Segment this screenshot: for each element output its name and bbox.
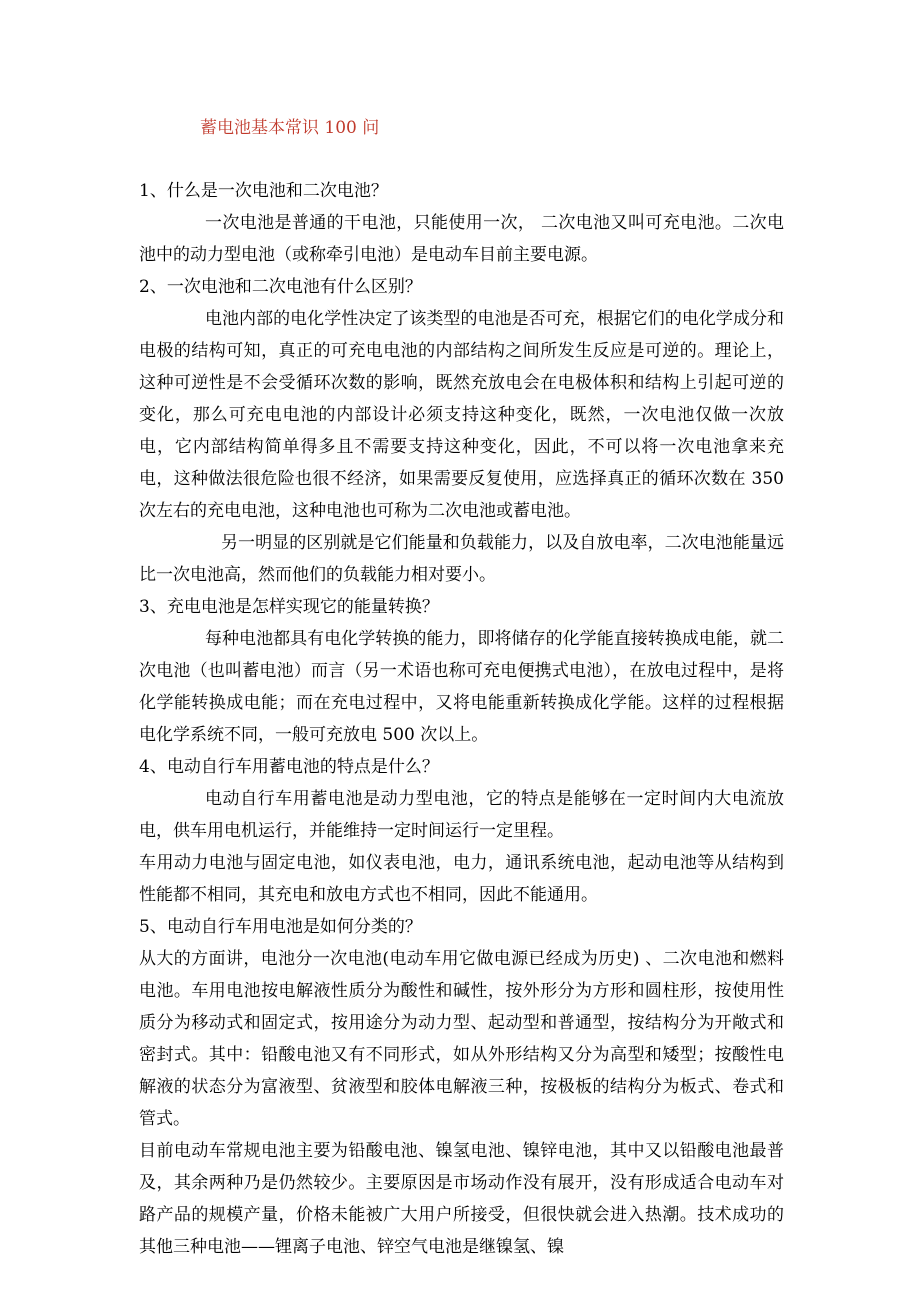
section-1 <box>139 175 784 271</box>
answer-paragraph: 车用动力电池与固定电池，如仪表电池，电力，通讯系统电池，起动电池等从结构到性能都不相同，其充电和放电方式也不相同，因此不能通用。 <box>139 853 784 905</box>
answer-paragraph: 每种电池都具有电化学转换的能力，即将储存的化学能直接转换成电能，就二次电池（也叫蓄电池）而言（另一术语也称可充电便携式电池），在放电过程中，是将化学能转换成电能；而在充电过程中，又将电能重新转换成化学能。这样的过程根据电化学系统不同，一般可充放电 500 次以上。 <box>139 629 784 745</box>
question-heading: 4、电动自行车用蓄电池的特点是什么？ <box>139 757 439 777</box>
section-2 <box>139 271 784 591</box>
document-title: 蓄电池基本常识 100 问 <box>200 118 380 138</box>
section-4 <box>139 751 784 911</box>
answer-paragraph: 目前电动车常规电池主要为铅酸电池、镍氢电池、镍锌电池，其中又以铅酸电池最普及，其余两种乃是仍然较少。主要原因是市场动作没有展开，没有形成适合电动车对路产品的规模产量，价格未能被广大用户所接受，但很快就会进入热潮。技术成功的其他三种电池——锂离子电池、锌空气电池是继镍氢、镍 <box>139 1141 784 1257</box>
question-heading: 1、什么是一次电池和二次电池？ <box>139 181 388 201</box>
question-heading: 2、一次电池和二次电池有什么区别？ <box>139 277 422 297</box>
section-3 <box>139 591 784 751</box>
section-5 <box>139 911 784 1263</box>
question-heading: 5、电动自行车用电池是如何分类的？ <box>139 917 422 937</box>
answer-paragraph: 一次电池是普通的干电池，只能使用一次， 二次电池又叫可充电池。二次电池中的动力型电池（或称牵引电池）是电动车目前主要电源。 <box>139 213 784 265</box>
answer-paragraph: 从大的方面讲，电池分一次电池(电动车用它做电源已经成为历史) 、二次电池和燃料电池。车用电池按电解液性质分为酸性和碱性，按外形分为方形和圆柱形，按使用性质分为移动式和固定式，按用途分为动力型、起动型和普通型，按结构分为开敞式和密封式。其中：铅酸电池又有不同形式，如从外形结构又分为高型和矮型；按酸性电解液的状态分为富液型、贫液型和胶体电解液三种，按极板的结构分为板式、卷式和管式。 <box>139 949 784 1129</box>
question-heading: 3、充电电池是怎样实现它的能量转换？ <box>139 597 439 617</box>
answer-paragraph: 电池内部的电化学性决定了该类型的电池是否可充，根据它们的电化学成分和电极的结构可知，真正的可充电电池的内部结构之间所发生反应是可逆的。理论上，这种可逆性是不会受循环次数的影响，既然充放电会在电极体积和结构上引起可逆的变化，那么可充电电池的内部设计必须支持这种变化，既然，一次电池仅做一次放电，它内部结构简单得多且不需要支持这种变化，因此，不可以将一次电池拿来充电，这种做法很危险也很不经济，如果需要反复使用，应选择真正的循环次数在 350 次左右的充电电池，这种电池也可称为二次电池或蓄电池。 <box>139 309 784 521</box>
document-page <box>139 112 784 1263</box>
answer-paragraph: 另一明显的区别就是它们能量和负载能力，以及自放电率，二次电池能量远比一次电池高，然而他们的负载能力相对要小。 <box>139 533 784 585</box>
answer-paragraph: 电动自行车用蓄电池是动力型电池，它的特点是能够在一定时间内大电流放电，供车用电机运行，并能维持一定时间运行一定里程。 <box>139 789 784 841</box>
